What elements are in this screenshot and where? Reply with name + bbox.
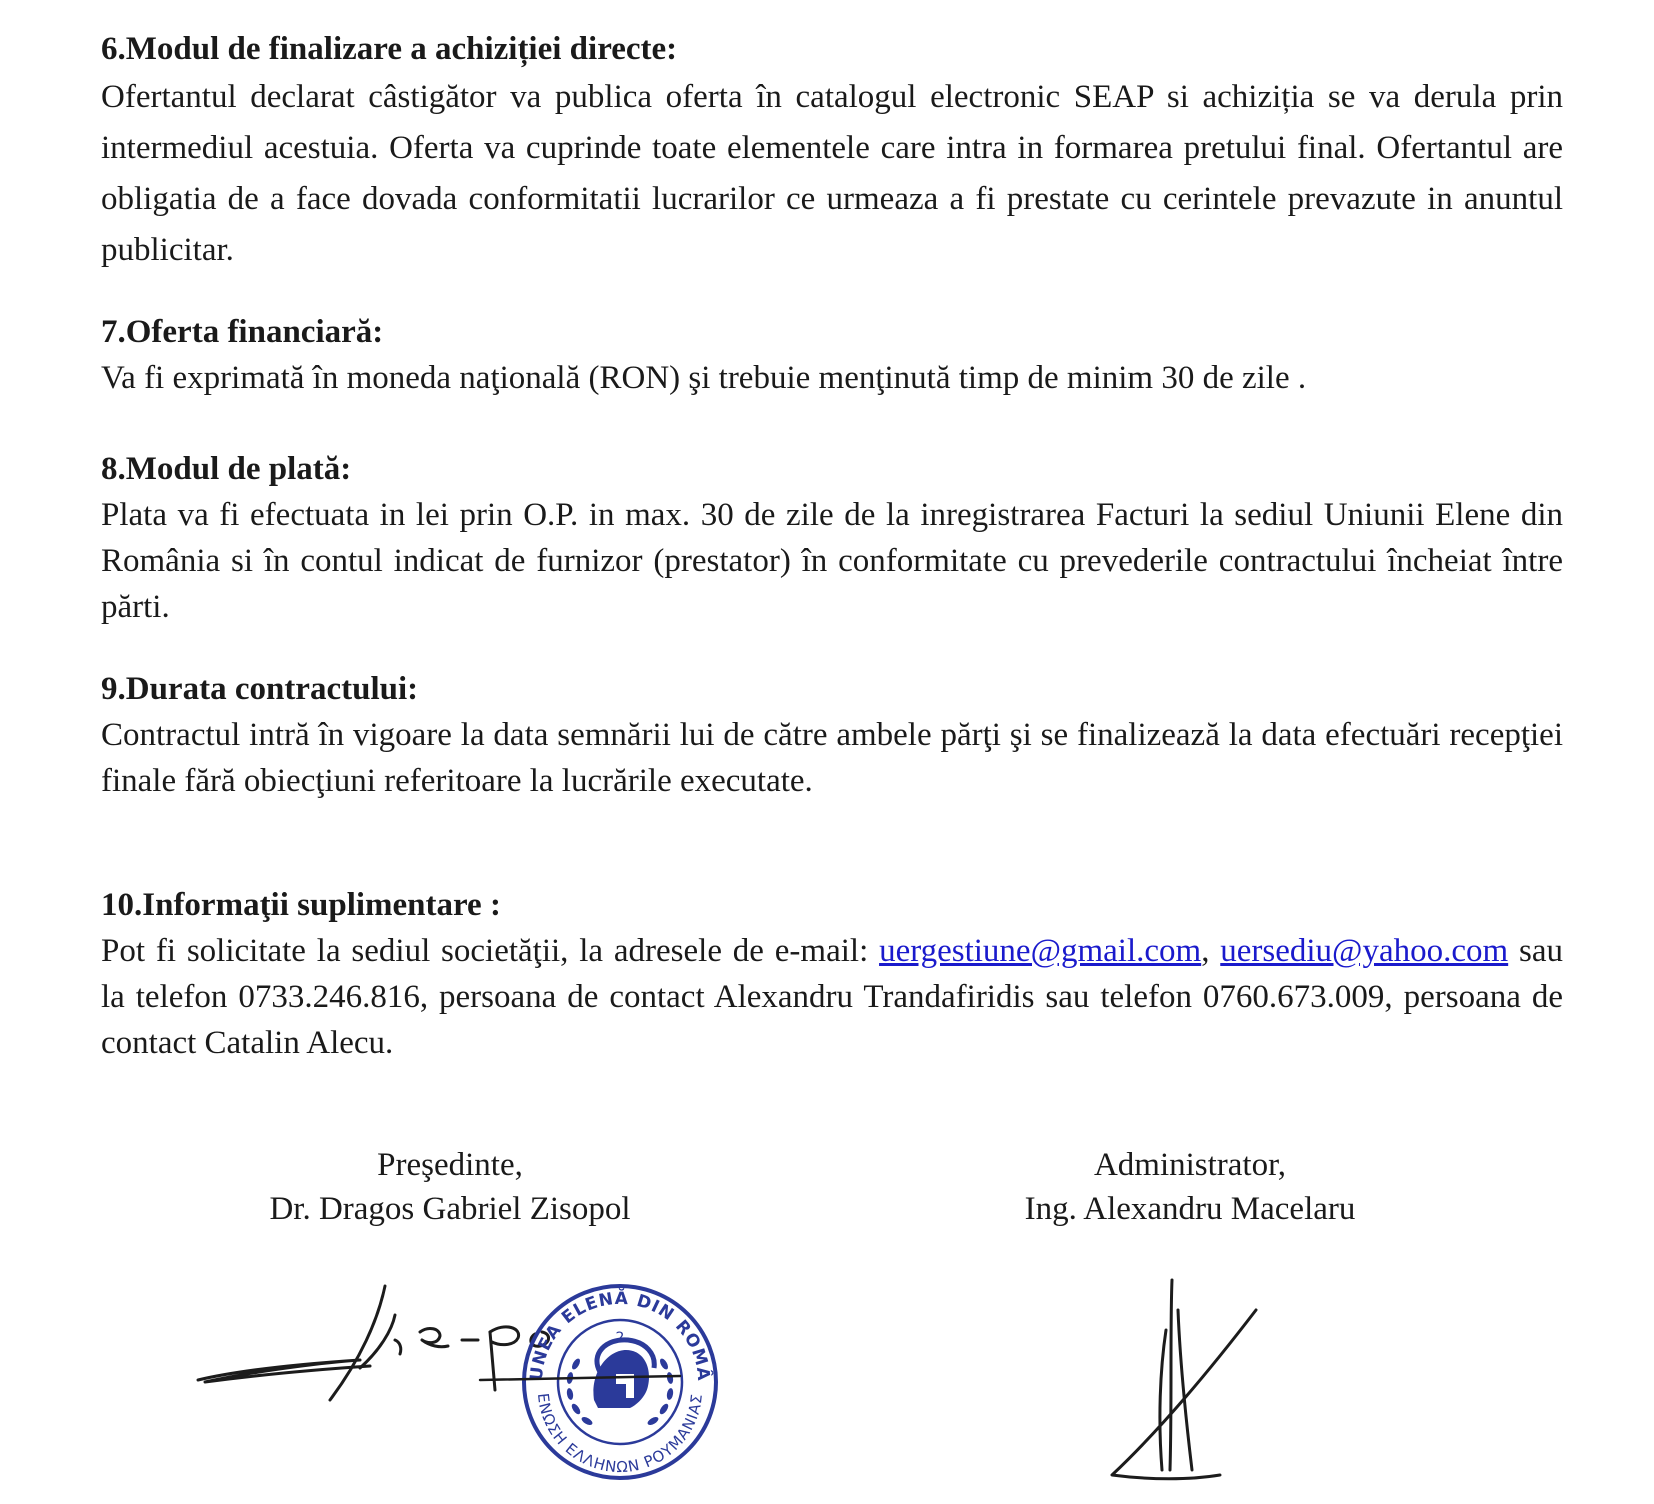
administrator-signature-icon <box>1112 1280 1256 1479</box>
helmet-icon <box>593 1340 654 1408</box>
president-signature-icon <box>198 1286 549 1400</box>
section-9-text: Contractul intră în vigoare la data semnării lui de către ambele părţi şi se finalizează la data efectuări recepţiei finale fără obiecţiuni referitoare la lucrările executate. <box>101 717 1563 799</box>
signatures-and-stamp <box>0 1270 1654 1504</box>
section-7-heading: 7.Oferta financiară: <box>101 314 384 350</box>
administrator-name: Ing. Alexandru Macelaru <box>1024 1191 1356 1227</box>
section-10-text-before: Pot fi solicitate la sediul societăţii, la adresele de e-mail: <box>101 933 880 969</box>
section-10-text-after: sau la telefon 0733.246.816, persoana de contact Alexandru Trandafiridis sau telefon 0760.673.009, persoana de contact Catalin Alecu. <box>101 933 1563 1061</box>
stamp-top-text: UNEA ELENĂ DIN ROMÂ <box>526 1288 714 1383</box>
section-8-heading: 8.Modul de plată: <box>101 451 352 487</box>
stamp-seal-icon <box>480 1286 716 1478</box>
section-6-heading: 6.Modul de finalizare a achiziției directe: <box>101 31 678 67</box>
president-name: Dr. Dragos Gabriel Zisopol <box>269 1191 631 1227</box>
signature-block-administrator <box>950 1143 1430 1231</box>
section-10-text <box>101 928 1563 1066</box>
section-7 <box>101 309 1563 401</box>
section-8 <box>101 446 1563 630</box>
email-link-sediu[interactable]: uersediu@yahoo.com <box>1220 933 1509 969</box>
email-separator: , <box>1201 933 1221 969</box>
section-10-heading: 10.Informaţii suplimentare : <box>101 887 501 923</box>
stamp-bottom-text: ΕΝΩΣΗ ΕΛΛΗΝΩΝ ΡΟΥΜΑΝΙΑΣ <box>533 1392 707 1477</box>
signature-block-president <box>200 1143 700 1231</box>
administrator-role: Administrator, <box>1093 1147 1287 1183</box>
section-9-heading: 9.Durata contractului: <box>101 671 419 707</box>
president-role: Preşedinte, <box>377 1147 523 1183</box>
section-7-text: Va fi exprimată în moneda naţională (RON) şi trebuie menţinută timp de minim 30 de zile . <box>101 360 1307 396</box>
section-9 <box>101 666 1563 804</box>
email-link-gestiune[interactable]: uergestiune@gmail.com <box>879 933 1202 969</box>
section-6 <box>101 26 1563 276</box>
section-10 <box>101 882 1563 1066</box>
section-6-text: Ofertantul declarat câstigător va publica oferta în catalogul electronic SEAP si achiziția se va derula prin intermediul acestuia. Oferta va cuprinde toate elementele care intra in formarea pretului final. Ofertantul are obligatia de a face dovada conformitatii lucrarilor ce urmeaza a fi prestate cu cerintele prevazute in anuntul publicitar. <box>101 79 1563 268</box>
stamp-number: 2 <box>615 1330 625 1346</box>
section-8-text: Plata va fi efectuata in lei prin O.P. in max. 30 de zile de la inregistrarea Facturi la sediul Uniunii Elene din România si în contul indicat de furnizor (prestator) în conformitate cu prevederile contractului încheiat între părti. <box>101 497 1563 625</box>
